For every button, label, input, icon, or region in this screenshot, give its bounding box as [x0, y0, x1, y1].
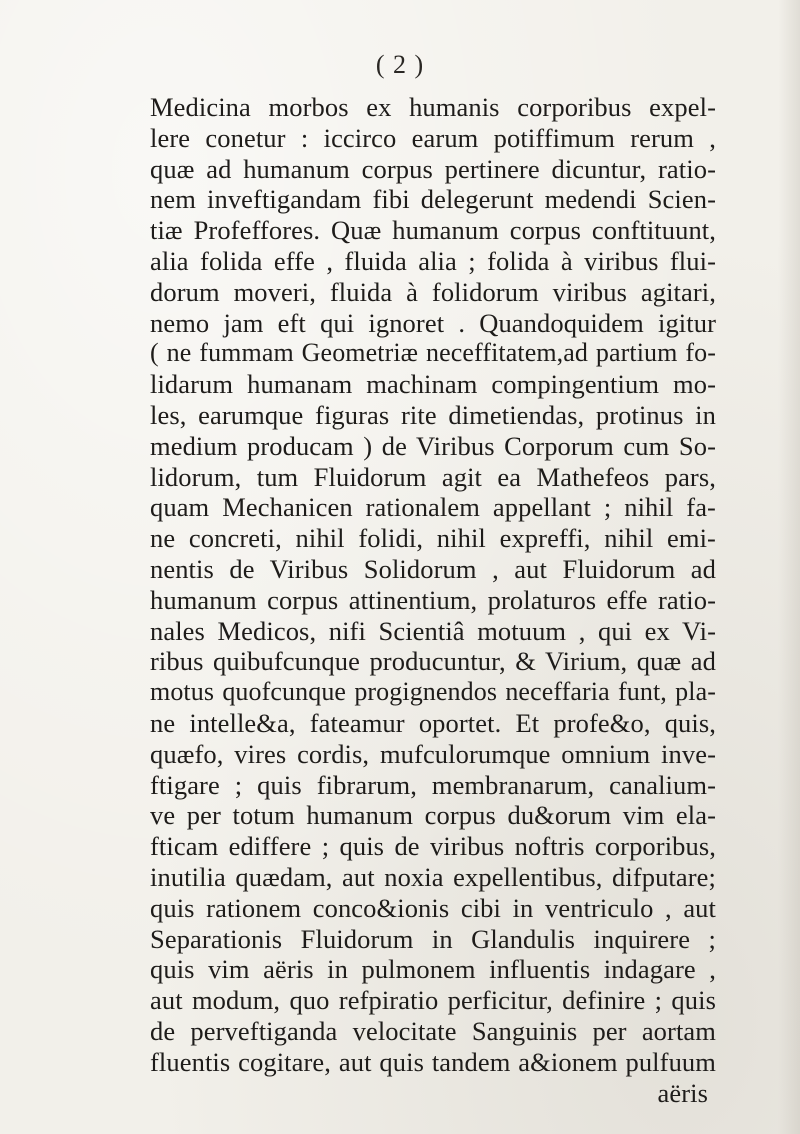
catchword: aëris [657, 1077, 708, 1108]
text-line: medium producam ) de Viribus Corporum cum So- [150, 430, 716, 461]
text-line: nem inveftigandam fibi delegerunt medendi Scien- [150, 184, 716, 215]
text-line: ftigare ; quis fibrarum, membranarum, canalium- [150, 769, 716, 800]
text-line: fluentis cogitare, aut quis tandem a&ionem pulfuum [150, 1046, 716, 1077]
text-line: humanum corpus attinentium, prolaturos effe ratio- [150, 584, 716, 615]
text-line: alia folida effe , fluida alia ; folida à viribus flui- [150, 245, 716, 276]
text-line: ne concreti, nihil folidi, nihil expreffi, nihil emi- [150, 523, 716, 554]
text-line: ve per totum humanum corpus du&orum vim ela- [150, 800, 716, 831]
text-line: inutilia quædam, aut noxia expellentibus, difputare; [150, 861, 716, 892]
text-line: nales Medicos, nifi Scientiâ motuum , qui ex Vi- [150, 615, 716, 646]
text-line: les, earumque figuras rite dimetiendas, protinus in [150, 399, 716, 430]
text-line: aut modum, quo refpiratio perficitur, definire ; quis [150, 985, 716, 1016]
text-line: fticam ediffere ; quis de viribus noftris corporibus, [150, 831, 716, 862]
text-line: dorum moveri, fluida à folidorum viribus agitari, [150, 276, 716, 307]
text-line: quis vim aëris in pulmonem influentis indagare , [150, 954, 716, 985]
text-line: ( ne fummam Geometriæ neceffitatem,ad partium fo- [150, 338, 716, 368]
text-line: Medicina morbos ex humanis corporibus expel- [150, 92, 716, 122]
text-line: nemo jam eft qui ignoret . Quandoquidem igitur [150, 307, 716, 338]
text-line: lidorum, tum Fluidorum agit ea Mathefeos pars, [150, 461, 716, 492]
text-line: ne intelle&a, fateamur oportet. Et profe&o, quis, [150, 707, 716, 738]
text-line: quæ ad humanum corpus pertinere dicuntur, ratio- [150, 153, 716, 184]
text-line: nentis de Viribus Solidorum , aut Fluidorum ad [150, 553, 716, 584]
page-edge-shadow [778, 0, 800, 1134]
text-line: Separationis Fluidorum in Glandulis inquirere ; [150, 923, 716, 954]
body-text [150, 92, 716, 1108]
text-line: lere conetur : iccirco earum potiffimum rerum , [150, 122, 716, 153]
text-line: ribus quibufcunque producuntur, & Virium, quæ ad [150, 646, 716, 677]
text-line: quis rationem conco&ionis cibi in ventriculo , aut [150, 892, 716, 923]
text-line: quam Mechanicen rationalem appellant ; nihil fa- [150, 492, 716, 523]
text-line: tiæ Profeffores. Quæ humanum corpus conftituunt, [150, 215, 716, 246]
text-line: motus quofcunque progignendos neceffaria funt, pla- [150, 677, 716, 707]
page-number: ( 2 ) [375, 50, 425, 79]
text-line: de perveftiganda velocitate Sanguinis per aortam [150, 1015, 716, 1046]
text-line: quæfo, vires cordis, mufculorumque omnium inve- [150, 738, 716, 769]
text-line: lidarum humanam machinam compingentium mo- [150, 369, 716, 400]
